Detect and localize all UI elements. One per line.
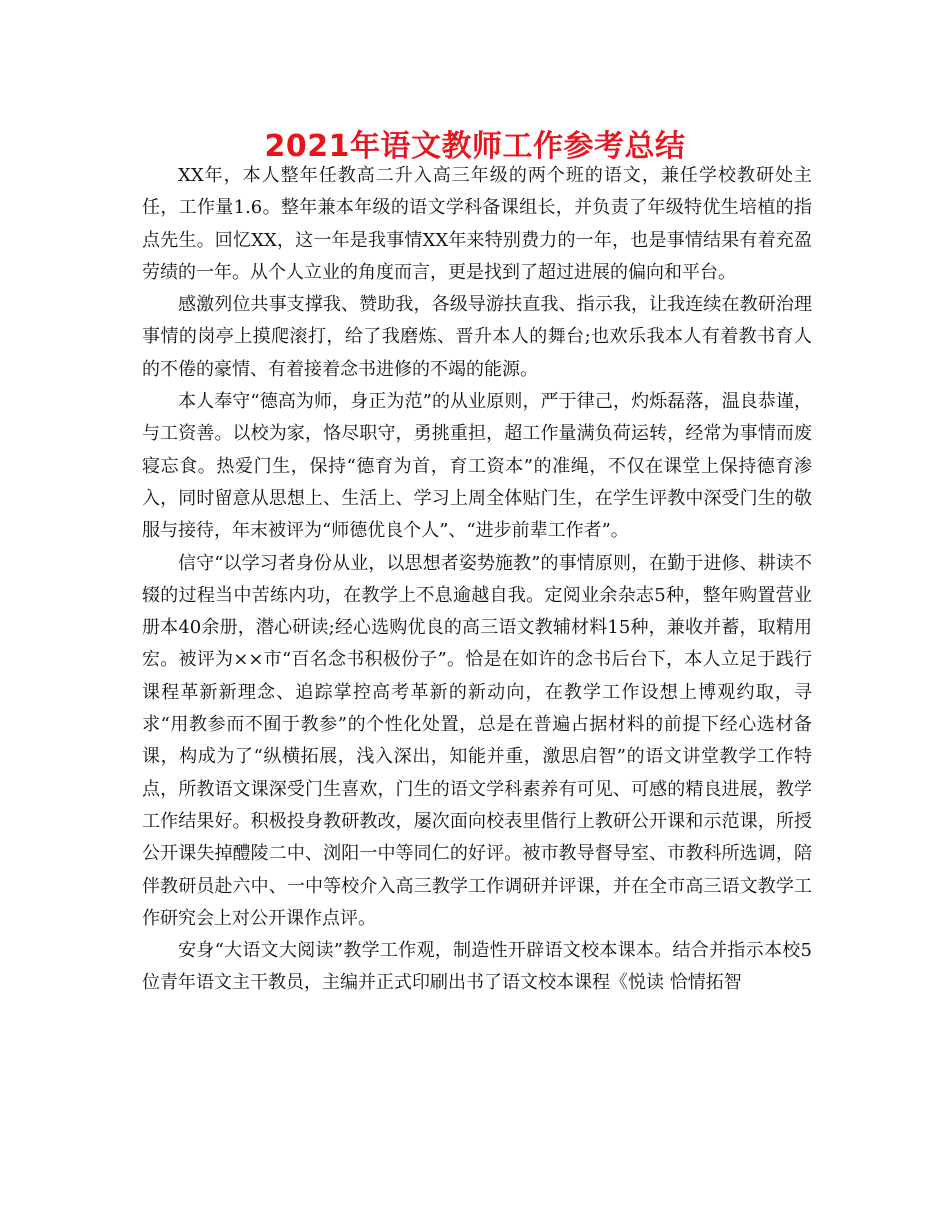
- document-title: 2021年语文教师工作参考总结: [264, 129, 686, 164]
- paragraph: XX年，本人整年任教高二升入高三年级的两个班的语文，兼任学校教研处主任，工作量1.6。整年兼本年级的语文学科备课组长，并负责了年级特优生培植的指点先生。回忆XX，这一年是我事情XX年来特别费力的一年，也是事情结果有着充盈劳绩的一年。从个人立业的角度而言，更是找到了超过进展的偏向和平台。: [142, 165, 812, 283]
- paragraph: 信守“以学习者身份从业，以思想者姿势施教”的事情原则，在勤于进修、耕读不辍的过程当中苦练内功，在教学上不息逾越自我。定阅业余杂志5种，整年购置营业册本40余册，潜心研读;经心选购优良的高三语文教辅材料15种，兼收并蓄，取精用宏。被评为××市“百名念书积极份子”。恰是在如许的念书后台下，本人立足于践行课程革新新理念、追踪掌控高考革新的新动向，在教学工作设想上博观约取，寻求“用教参而不囿于教参”的个性化处置，总是在普遍占据材料的前提下经心选材备课，构成为了“纵横拓展，浅入深出，知能并重，激思启智”的语文讲堂教学工作特点，所教语文课深受门生喜欢，门生的语文学科素养有可见、可感的精良进展，教学工作结果好。积极投身教研教改，屡次面向校表里偕行上教研公开课和示范课，所授公开课失掉醴陵二中、浏阳一中等同仁的好评。被市教导督导室、市教科所选调，陪伴教研员赴六中、一中等校介入高三教学工作调研并评课，并在全市高三语文教学工作研究会上对公开课作点评。: [142, 552, 812, 929]
- document-body: [142, 160, 812, 1000]
- paragraph: 本人奉守“德高为师，身正为范”的从业原则，严于律己，灼烁磊落，温良恭谨，与工资善。以校为家，恪尽职守，勇挑重担，超工作量满负荷运转，经常为事情而废寝忘食。热爱门生，保持“德育为首，育工资本”的准绳，不仅在课堂上保持德育渗入，同时留意从思想上、生活上、学习上周全体贴门生，在学生评教中深受门生的敬服与接待，年末被评为“师德优良个人”、“进步前辈工作者”。: [142, 391, 812, 542]
- paragraph: 感激列位共事支撑我、赞助我，各级导游扶直我、指示我，让我连续在教研治理事情的岗亭上摸爬滚打，给了我磨炼、晋升本人的舞台;也欢乐我本人有着教书育人的不倦的豪情、有着接着念书进修的不竭的能源。: [142, 294, 812, 380]
- paragraph: 安身“大语文大阅读”教学工作观，制造性开辟语文校本课本。结合并指示本校5位青年语文主干教员，主编并正式印刷出书了语文校本课程《悦读 恰情拓智: [142, 940, 812, 994]
